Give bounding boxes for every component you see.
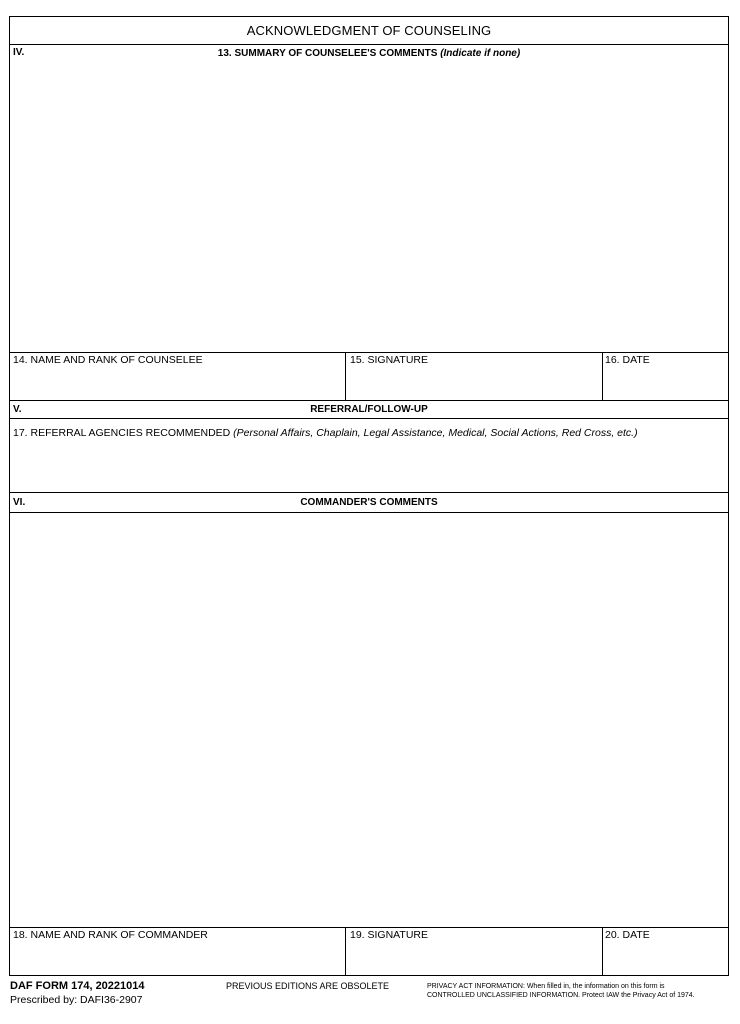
divider [602, 927, 603, 975]
counselee-comments-field[interactable] [12, 63, 726, 351]
form-id: DAF FORM 174, 20221014 [10, 980, 145, 992]
divider [602, 352, 603, 400]
privacy-notice [427, 982, 732, 1000]
summary-heading-note: (Indicate if none) [440, 48, 521, 59]
referral-label-note: (Personal Affairs, Chaplain, Legal Assistance, Medical, Social Actions, Red Cross, etc.) [233, 427, 638, 439]
counselee-name-input[interactable] [12, 369, 342, 397]
counselee-name-label: 14. NAME AND RANK OF COUNSELEE [13, 354, 203, 366]
divider [10, 400, 728, 401]
referral-agencies-field[interactable] [12, 442, 726, 490]
obsolete-notice: PREVIOUS EDITIONS ARE OBSOLETE [226, 981, 390, 991]
commander-date-label: 20. DATE [605, 929, 650, 941]
commander-name-input[interactable] [12, 944, 342, 972]
referral-label [13, 427, 727, 439]
section-iv-heading [10, 48, 728, 59]
section-vi-number: VI. [13, 497, 26, 508]
divider [10, 492, 728, 493]
referral-heading: REFERRAL/FOLLOW-UP [310, 404, 428, 415]
section-iv-number: IV. [13, 47, 25, 58]
counselee-signature-input[interactable] [348, 369, 600, 397]
divider [10, 927, 728, 928]
counselee-signature-label: 15. SIGNATURE [350, 354, 428, 366]
form-title: ACKNOWLEDGMENT OF COUNSELING [246, 23, 492, 38]
commander-signature-input[interactable] [348, 944, 600, 972]
commander-comments-heading: COMMANDER'S COMMENTS [300, 497, 438, 508]
section-v-number: V. [13, 404, 22, 415]
summary-heading: 13. SUMMARY OF COUNSELEE'S COMMENTS [217, 48, 438, 59]
divider [10, 44, 728, 45]
privacy-line-1: PRIVACY ACT INFORMATION: When filled in, the information on this form is [427, 983, 665, 990]
divider [10, 352, 728, 353]
prescribed-by: Prescribed by: DAFI36-2907 [10, 994, 143, 1006]
privacy-line-2: CONTROLLED UNCLASSIFIED INFORMATION. Protect IAW the Privacy Act of 1974. [427, 992, 695, 999]
commander-signature-label: 19. SIGNATURE [350, 929, 428, 941]
divider [10, 418, 728, 419]
counselee-date-input[interactable] [604, 369, 726, 397]
counselee-date-label: 16. DATE [605, 354, 650, 366]
referral-label-text: 17. REFERRAL AGENCIES RECOMMENDED [13, 427, 231, 439]
commander-name-label: 18. NAME AND RANK OF COMMANDER [13, 929, 208, 941]
commander-date-input[interactable] [604, 944, 726, 972]
divider [10, 512, 728, 513]
divider [345, 352, 346, 400]
counseling-form [9, 16, 729, 976]
divider [345, 927, 346, 975]
commander-comments-field[interactable] [12, 514, 726, 926]
